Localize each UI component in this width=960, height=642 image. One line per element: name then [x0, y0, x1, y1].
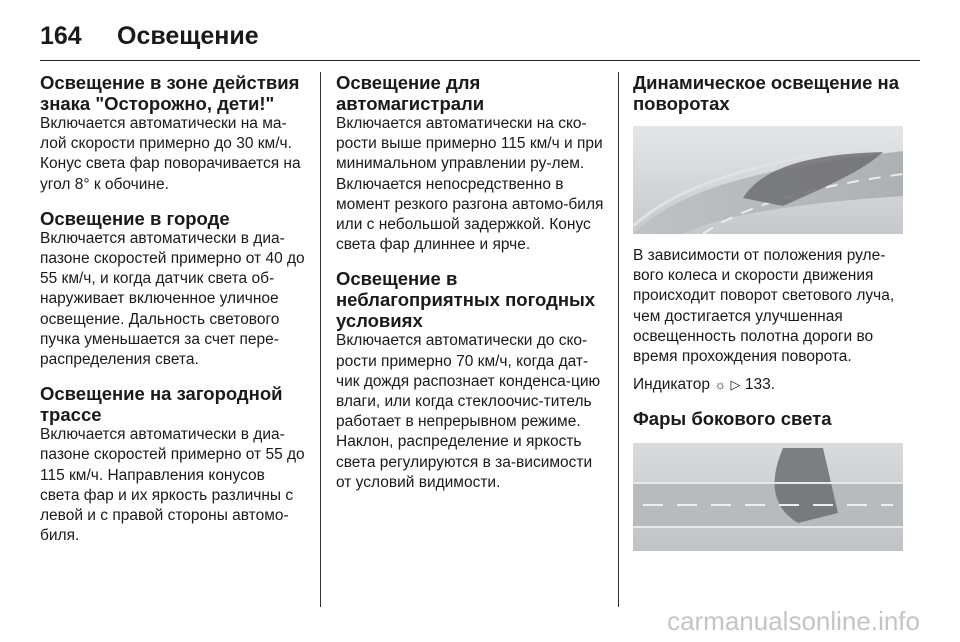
- indicator-page-ref: 133.: [744, 376, 776, 394]
- section-text-bad-weather: Включается автоматически до ско-рости примерно 70 км/ч, когда дат-чик дождя распознает конденса-цию влаги, или когда стеклоочис-титель работает в непрерывном режиме. Наклон, распределение и яркость света регулируются в за-висимости от условий видимости.: [336, 332, 601, 491]
- page-title: Освещение: [117, 22, 259, 50]
- section-title-country-road: Освещение на загородной трассе: [40, 383, 283, 426]
- page-reference-icon: ▷: [730, 377, 741, 393]
- column-2: [336, 72, 604, 493]
- curve-lighting-illustration: [633, 126, 903, 234]
- section-title-motorway: Освещение для автомагистрали: [336, 72, 485, 114]
- section-text-children-zone: Включается автоматически на ма-лой скорости примерно до 30 км/ч. Конус света фар поворачивается на угол 8° к обочине.: [40, 115, 301, 193]
- column-divider: [320, 72, 321, 607]
- section-text-dynamic-curve: В зависимости от положения руле-вого колеса и скорости движения происходит поворот светового луча, чем достигается улучшенная освещенность полотна дороги во время прохождения поворота.: [633, 247, 895, 366]
- page-header: [40, 12, 920, 60]
- column-divider: [618, 72, 619, 607]
- section-title-side-lights: Фары бокового света: [633, 408, 832, 430]
- headlight-indicator-icon: ☼: [714, 377, 727, 393]
- indicator-line: [633, 375, 905, 395]
- indicator-label: Индикатор: [633, 376, 710, 394]
- section-title-dynamic-curve: Динамическое освещение на поворотах: [633, 72, 899, 114]
- header-divider: [40, 60, 920, 61]
- column-1: [40, 72, 308, 546]
- section-text-country-road: Включается автоматически в диа-пазоне скоростей примерно от 55 до 115 км/ч. Направления конусов света фар и их яркость различны с левой и с правой стороны автомо-биля.: [40, 426, 305, 545]
- column-3: [633, 72, 905, 551]
- section-text-city: Включается автоматически в диа-пазоне скоростей примерно от 40 до 55 км/ч, и когда датчик света об-наруживает включенное уличное освещение. Дальность светового пучка уменьшается за счет пере-распределения света.: [40, 229, 305, 369]
- section-title-children-zone: Освещение в зоне действия знака "Осторожно, дети!": [40, 72, 300, 114]
- section-title-bad-weather: Освещение в неблагоприятных погодных условиях: [336, 268, 596, 332]
- side-lighting-illustration: [633, 443, 903, 551]
- section-text-motorway: Включается автоматически на ско-рости выше примерно 115 км/ч и при минимальном управлении ру-лем. Включается непосредственно в момент резкого разгона автомо-биля или с небольшой задержкой. Конус света фар длиннее и ярче.: [336, 115, 604, 254]
- watermark: carmanualsonline.info: [667, 606, 920, 636]
- page-number: 164: [40, 22, 82, 50]
- section-title-city: Освещение в городе: [40, 207, 230, 229]
